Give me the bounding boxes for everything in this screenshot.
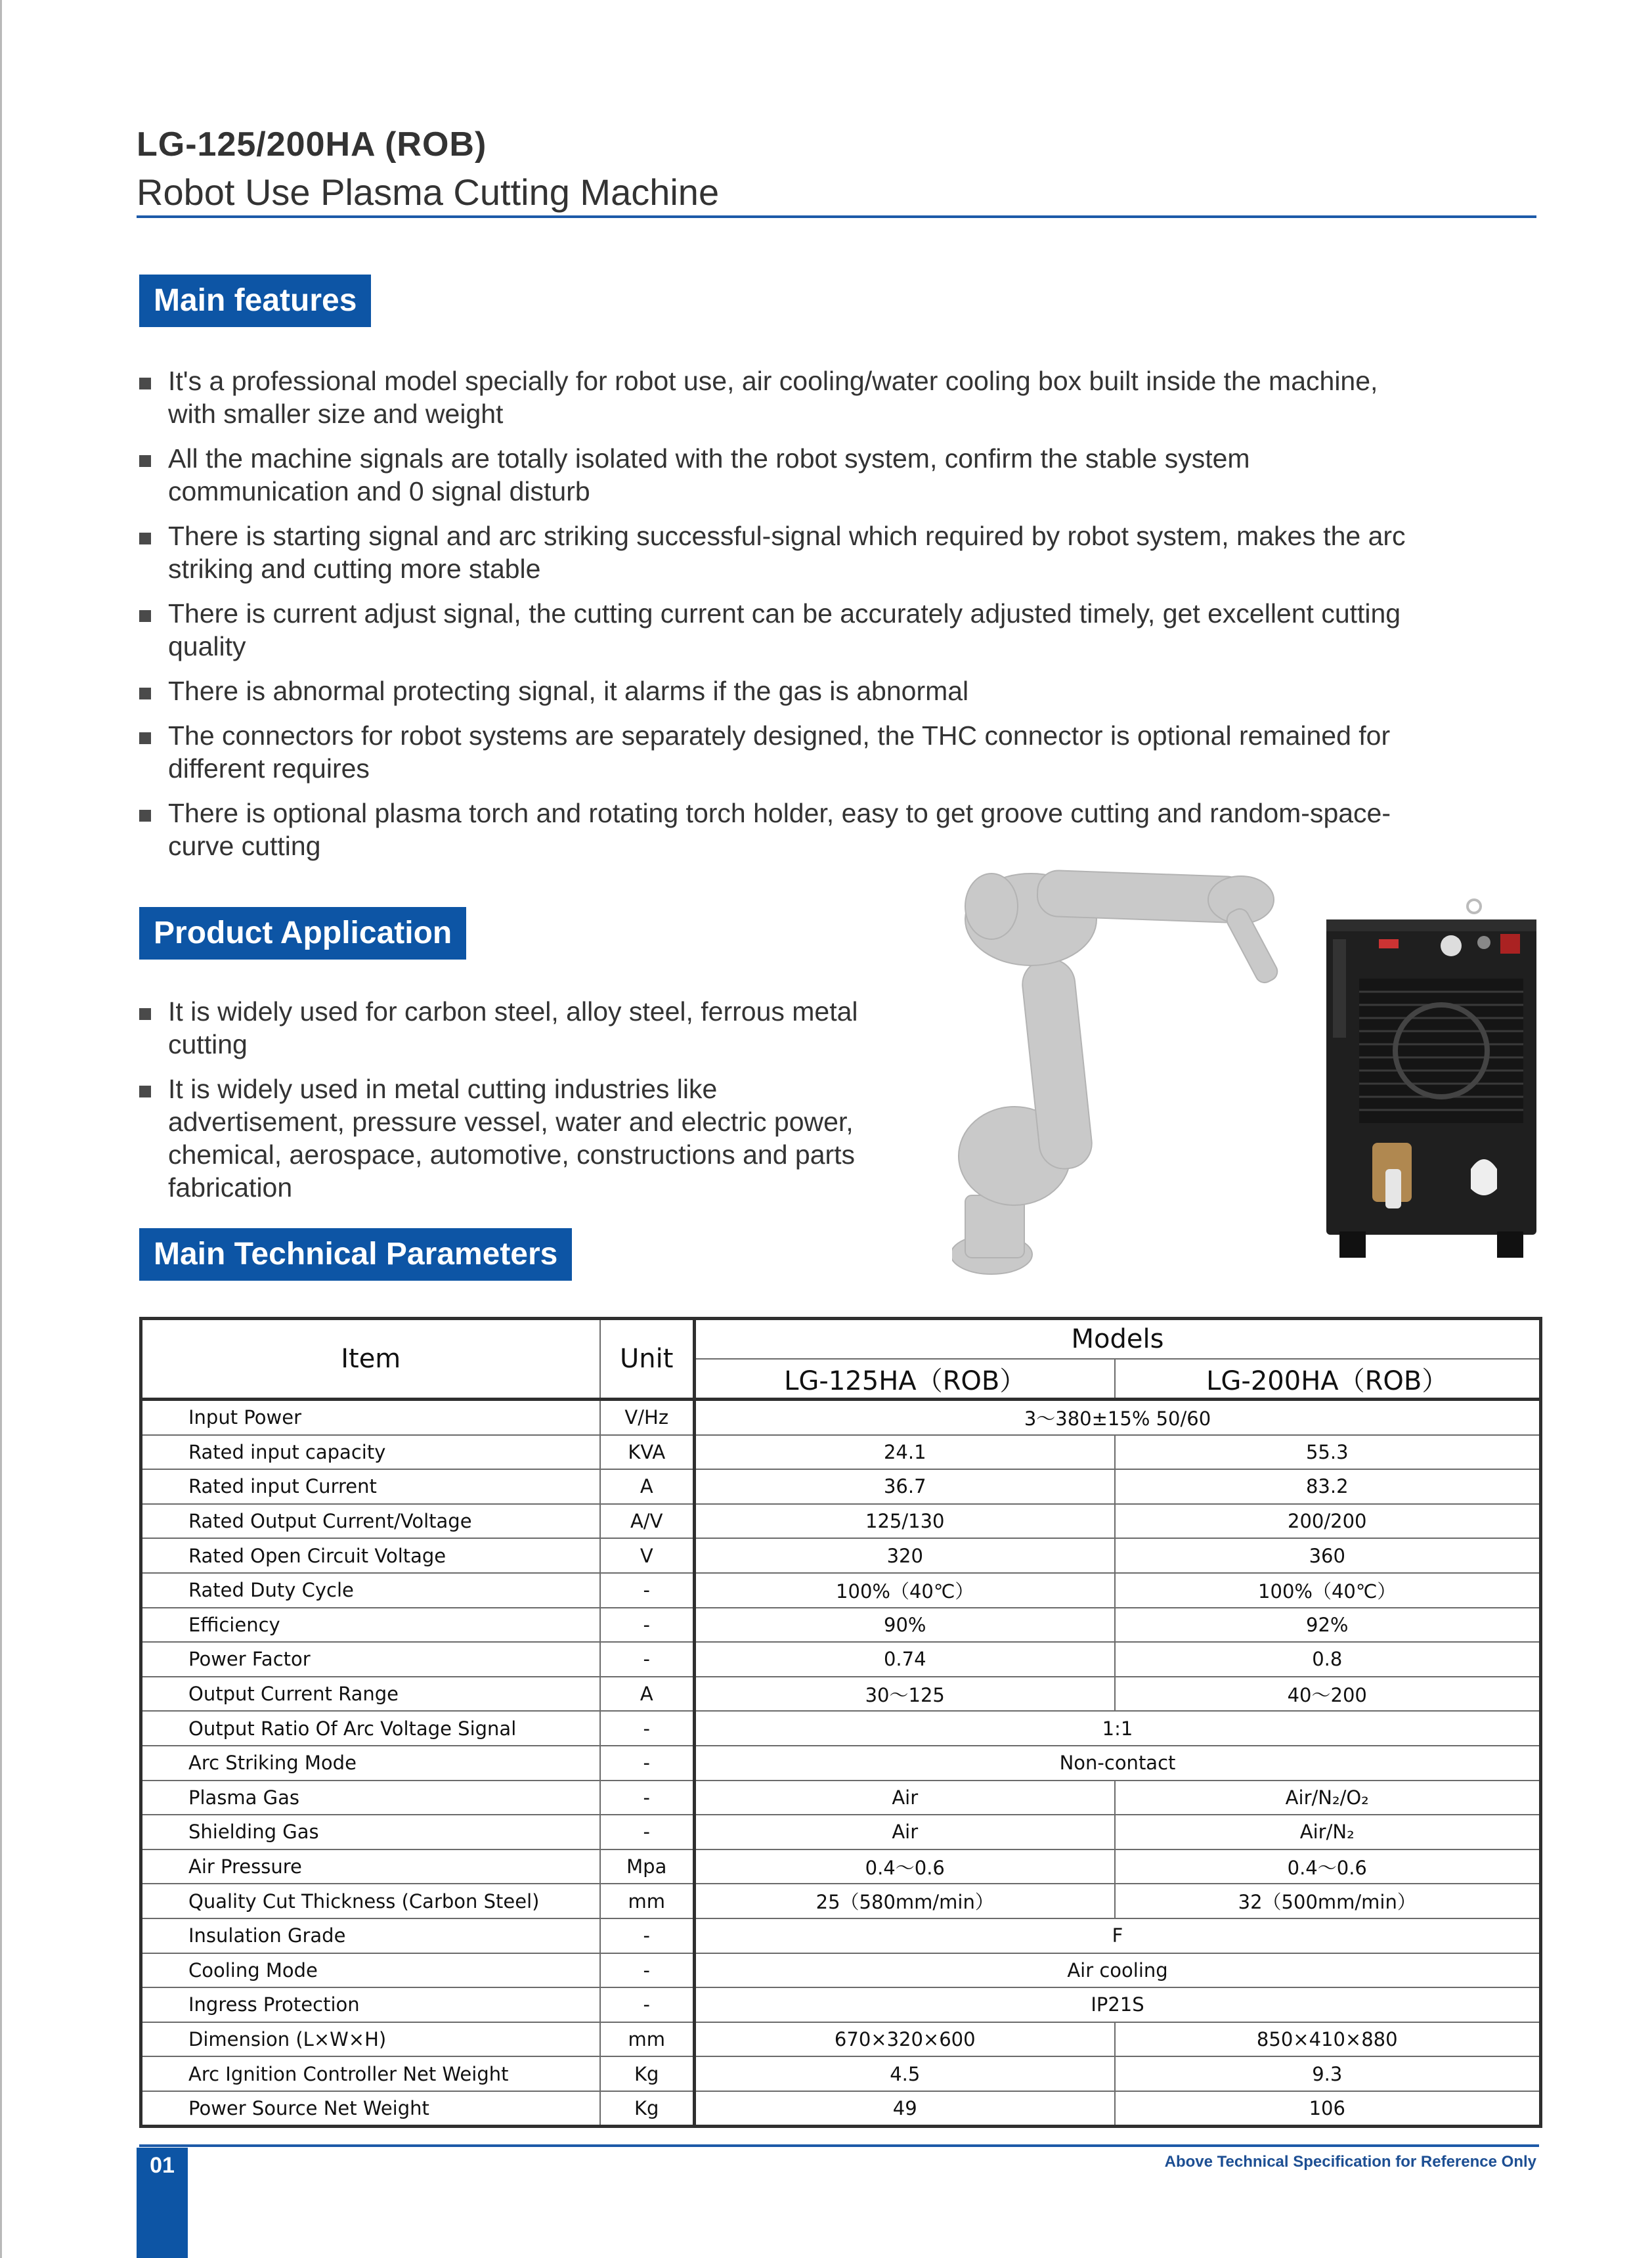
param-item-cell: Rated Open Circuit Voltage [141, 1538, 600, 1573]
application-text: cutting [168, 1029, 248, 1059]
param-unit-cell: Kg [600, 2091, 695, 2127]
table-row [141, 1469, 1541, 1504]
param-value-a-cell: 25（580mm/min） [695, 1884, 1115, 1918]
feature-text: The connectors for robot systems are separately designed, the THC connector is optional remained for [168, 720, 1391, 751]
feature-item [137, 442, 1542, 508]
table-row [141, 1987, 1541, 2022]
param-unit-cell: - [600, 1918, 695, 1953]
feature-item [137, 365, 1542, 430]
bullet-square-icon [139, 810, 151, 822]
param-item-cell: Arc Ignition Controller Net Weight [141, 2056, 600, 2091]
feature-text: It's a professional model specially for robot use, air cooling/water cooling box built inside the machine, [168, 366, 1378, 396]
table-row [141, 2056, 1541, 2091]
param-item-cell: Power Factor [141, 1642, 600, 1677]
param-item-cell: Rated Duty Cycle [141, 1573, 600, 1608]
param-unit-cell: KVA [600, 1435, 695, 1470]
table-row [141, 1884, 1541, 1918]
feature-text: striking and cutting more stable [168, 554, 541, 584]
table-row [141, 1918, 1541, 1953]
param-value-a-cell: 0.74 [695, 1642, 1115, 1677]
param-unit-cell: - [600, 1573, 695, 1608]
param-unit-cell: - [600, 1711, 695, 1746]
param-unit-cell: Kg [600, 2056, 695, 2091]
technical-parameters-table [139, 1317, 1542, 2128]
footer-note: Above Technical Specification for Reference Only [1164, 2153, 1536, 2171]
feature-text: communication and 0 signal disturb [168, 476, 590, 506]
param-item-cell: Air Pressure [141, 1849, 600, 1884]
feature-text: curve cutting [168, 831, 321, 861]
param-value-a-cell: 320 [695, 1538, 1115, 1573]
param-unit-cell: - [600, 1953, 695, 1988]
param-unit-cell: V/Hz [600, 1400, 695, 1435]
bullet-square-icon [139, 1086, 151, 1097]
header-model-a: LG-125HA（ROB） [695, 1359, 1115, 1400]
feature-text: There is starting signal and arc striking successful-signal which required by robot system, makes the arc [168, 521, 1406, 551]
robot-arm-illustration [952, 870, 1280, 1274]
application-text: fabrication [168, 1172, 293, 1203]
param-item-cell: Ingress Protection [141, 1987, 600, 2022]
page-subtitle: Robot Use Plasma Cutting Machine [137, 171, 720, 213]
param-value-a-cell: Air [695, 1815, 1115, 1849]
param-value-merged-cell: Non-contact [695, 1746, 1541, 1781]
param-value-b-cell: 106 [1115, 2091, 1541, 2127]
application-text: It is widely used for carbon steel, alloy steel, ferrous metal [168, 996, 858, 1027]
bullet-square-icon [139, 1008, 151, 1020]
feature-text: different requires [168, 753, 370, 784]
bullet-square-icon [139, 732, 151, 744]
table-row [141, 1435, 1541, 1470]
table-row [141, 1608, 1541, 1643]
param-value-a-cell: 4.5 [695, 2056, 1115, 2091]
bullet-square-icon [139, 533, 151, 544]
table-row [141, 1642, 1541, 1677]
application-item [137, 995, 944, 1061]
param-item-cell: Shielding Gas [141, 1815, 600, 1849]
table-row [141, 1400, 1541, 1435]
param-item-cell: Insulation Grade [141, 1918, 600, 1953]
param-item-cell: Efficiency [141, 1608, 600, 1643]
param-unit-cell: - [600, 1746, 695, 1781]
param-value-a-cell: 24.1 [695, 1435, 1115, 1470]
bullet-square-icon [139, 688, 151, 699]
table-body [141, 1400, 1541, 2127]
param-unit-cell: - [600, 1987, 695, 2022]
bullet-square-icon [139, 455, 151, 467]
table-row [141, 1849, 1541, 1884]
title-divider [137, 215, 1536, 218]
param-value-a-cell: 670×320×600 [695, 2022, 1115, 2057]
feature-text: All the machine signals are totally isolated with the robot system, confirm the stable system [168, 443, 1250, 474]
param-value-b-cell: 200/200 [1115, 1504, 1541, 1539]
application-text: It is widely used in metal cutting industries like [168, 1074, 718, 1104]
param-item-cell: Rated input capacity [141, 1435, 600, 1470]
param-value-merged-cell: F [695, 1918, 1541, 1953]
param-value-a-cell: Air [695, 1781, 1115, 1815]
features-list [137, 365, 1542, 874]
feature-text: There is abnormal protecting signal, it alarms if the gas is abnormal [168, 676, 969, 706]
feature-text: with smaller size and weight [168, 399, 504, 429]
param-value-b-cell: 92% [1115, 1608, 1541, 1643]
param-unit-cell: A/V [600, 1504, 695, 1539]
param-value-b-cell: 9.3 [1115, 2056, 1541, 2091]
footer-divider [139, 2144, 1539, 2147]
param-unit-cell: A [600, 1677, 695, 1712]
param-value-a-cell: 30～125 [695, 1677, 1115, 1712]
param-item-cell: Plasma Gas [141, 1781, 600, 1815]
application-text: advertisement, pressure vessel, water and electric power, [168, 1107, 854, 1137]
header-unit: Unit [600, 1319, 695, 1400]
application-item [137, 1073, 944, 1204]
page-left-border [0, 0, 2, 2258]
robot-and-machine-image [952, 860, 1543, 1281]
param-item-cell: Arc Striking Mode [141, 1746, 600, 1781]
param-value-a-cell: 49 [695, 2091, 1115, 2127]
feature-item [137, 719, 1542, 785]
plasma-machine-illustration [1326, 900, 1536, 1258]
section-product-application: Product Application [139, 907, 466, 960]
feature-item [137, 797, 1542, 862]
table-row [141, 1573, 1541, 1608]
param-unit-cell: - [600, 1781, 695, 1815]
section-main-features: Main features [139, 275, 371, 327]
param-value-b-cell: 0.4～0.6 [1115, 1849, 1541, 1884]
param-value-b-cell: 850×410×880 [1115, 2022, 1541, 2057]
param-value-merged-cell: 3～380±15% 50/60 [695, 1400, 1541, 1435]
header-models: Models [695, 1319, 1541, 1360]
param-item-cell: Rated input Current [141, 1469, 600, 1504]
param-value-a-cell: 100%（40℃） [695, 1573, 1115, 1608]
page-title: LG-125/200HA (ROB) [137, 125, 487, 164]
param-unit-cell: mm [600, 2022, 695, 2057]
param-item-cell: Cooling Mode [141, 1953, 600, 1988]
param-item-cell: Output Ratio Of Arc Voltage Signal [141, 1711, 600, 1746]
table-row [141, 2022, 1541, 2057]
feature-text: There is current adjust signal, the cutting current can be accurately adjusted timely, get excellent cutting [168, 598, 1401, 629]
param-value-a-cell: 0.4～0.6 [695, 1849, 1115, 1884]
param-item-cell: Output Current Range [141, 1677, 600, 1712]
bullet-square-icon [139, 378, 151, 389]
applications-list [137, 995, 944, 1216]
param-value-a-cell: 125/130 [695, 1504, 1115, 1539]
section-main-technical-parameters: Main Technical Parameters [139, 1228, 572, 1281]
param-unit-cell: - [600, 1815, 695, 1849]
table-row [141, 1504, 1541, 1539]
header-item: Item [141, 1319, 600, 1400]
table-row [141, 1815, 1541, 1849]
param-value-a-cell: 36.7 [695, 1469, 1115, 1504]
table-row [141, 1781, 1541, 1815]
param-value-merged-cell: IP21S [695, 1987, 1541, 2022]
table-row [141, 1953, 1541, 1988]
feature-text: quality [168, 631, 246, 661]
table-row [141, 1677, 1541, 1712]
param-value-b-cell: 83.2 [1115, 1469, 1541, 1504]
header-model-b: LG-200HA（ROB） [1115, 1359, 1541, 1400]
param-unit-cell: - [600, 1608, 695, 1643]
table-row [141, 2091, 1541, 2127]
param-unit-cell: V [600, 1538, 695, 1573]
param-value-b-cell: 360 [1115, 1538, 1541, 1573]
table-row [141, 1746, 1541, 1781]
param-unit-cell: Mpa [600, 1849, 695, 1884]
param-value-b-cell: 0.8 [1115, 1642, 1541, 1677]
param-item-cell: Quality Cut Thickness (Carbon Steel) [141, 1884, 600, 1918]
param-value-b-cell: 40～200 [1115, 1677, 1541, 1712]
application-text: chemical, aerospace, automotive, constructions and parts [168, 1140, 856, 1170]
bullet-square-icon [139, 610, 151, 622]
feature-item [137, 520, 1542, 585]
param-unit-cell: - [600, 1642, 695, 1677]
param-item-cell: Dimension (L×W×H) [141, 2022, 600, 2057]
param-item-cell: Rated Output Current/Voltage [141, 1504, 600, 1539]
param-unit-cell: A [600, 1469, 695, 1504]
param-value-b-cell: Air/N₂/O₂ [1115, 1781, 1541, 1815]
table-row [141, 1538, 1541, 1573]
feature-text: There is optional plasma torch and rotating torch holder, easy to get groove cutting and random-space- [168, 798, 1391, 828]
table-row [141, 1711, 1541, 1746]
param-value-merged-cell: 1:1 [695, 1711, 1541, 1746]
param-value-merged-cell: Air cooling [695, 1953, 1541, 1988]
param-item-cell: Input Power [141, 1400, 600, 1435]
param-value-b-cell: 100%（40℃） [1115, 1573, 1541, 1608]
feature-item [137, 675, 1542, 707]
feature-item [137, 597, 1542, 663]
param-value-b-cell: 55.3 [1115, 1435, 1541, 1470]
param-value-b-cell: Air/N₂ [1115, 1815, 1541, 1849]
page-number: 01 [150, 2153, 175, 2178]
param-value-b-cell: 32（500mm/min） [1115, 1884, 1541, 1918]
param-item-cell: Power Source Net Weight [141, 2091, 600, 2127]
param-unit-cell: mm [600, 1884, 695, 1918]
param-value-a-cell: 90% [695, 1608, 1115, 1643]
